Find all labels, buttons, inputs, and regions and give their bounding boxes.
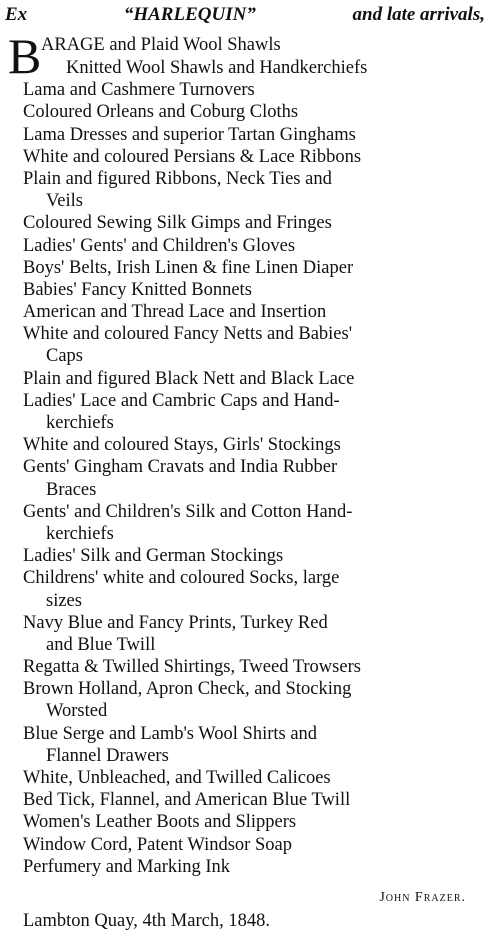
item-line: Ladies' Silk and German Stockings	[23, 546, 284, 567]
list-item	[0, 368, 488, 390]
item-line: Gents' and Children's Silk and Cotton Hand-	[23, 501, 353, 522]
list-item	[0, 567, 488, 611]
advert-header	[5, 4, 485, 26]
list-item	[0, 545, 488, 567]
drop-cap: B	[8, 28, 42, 84]
item-line: Ladies' Gents' and Children's Gloves	[23, 235, 296, 256]
item-continuation-line: sizes	[46, 590, 82, 611]
item-line: Plain and figured Ribbons, Neck Ties and	[23, 168, 332, 189]
list-item	[0, 501, 488, 545]
list-item	[0, 856, 488, 878]
list-item	[0, 811, 488, 833]
list-item	[0, 767, 488, 789]
list-item	[0, 789, 488, 811]
item-line: Regatta & Twilled Shirtings, Tweed Trowsers	[23, 657, 361, 678]
list-item	[0, 323, 488, 367]
list-item	[0, 124, 488, 146]
item-continuation-line: kerchiefs	[46, 413, 114, 433]
item-line: Navy Blue and Fancy Prints, Turkey Red	[23, 612, 328, 633]
item-list	[0, 57, 488, 878]
item-continuation-line: Worsted	[46, 701, 108, 722]
list-item	[0, 301, 488, 323]
item-line: Gents' Gingham Cravats and India Rubber	[23, 457, 338, 478]
list-item	[0, 212, 488, 234]
list-item	[0, 456, 488, 500]
item-line: Knitted Wool Shawls and Handkerchiefs	[66, 58, 368, 78]
item-continuation-line: Caps	[46, 346, 83, 367]
item-line: Brown Holland, Apron Check, and Stocking	[23, 679, 352, 700]
list-item	[0, 235, 488, 257]
list-item	[0, 79, 488, 101]
item-line: Babies' Fancy Knitted Bonnets	[23, 279, 252, 300]
list-item	[0, 57, 488, 79]
list-item	[0, 434, 488, 456]
item-line: White, Unbleached, and Twilled Calicoes	[23, 768, 331, 788]
list-item	[0, 612, 488, 656]
item-line: White and coloured Stays, Girls' Stockings	[23, 435, 341, 456]
item-continuation-line: Braces	[46, 479, 97, 500]
item-line: Women's Leather Boots and Slippers	[23, 812, 297, 833]
item-line: Plain and figured Black Nett and Black Lace	[23, 368, 355, 389]
item-line: Ladies' Lace and Cambric Caps and Hand-	[23, 390, 340, 411]
item-line: American and Thread Lace and Insertion	[23, 302, 327, 323]
item-line: Window Cord, Patent Windsor Soap	[23, 834, 292, 855]
list-item	[0, 257, 488, 279]
item-line: Bed Tick, Flannel, and American Blue Twill	[23, 790, 351, 811]
header-suffix: and late arrivals,	[352, 4, 485, 25]
item-continuation-line: Flannel Drawers	[46, 745, 169, 766]
dateline: Lambton Quay, 4th March, 1848.	[23, 911, 270, 931]
item-line: Coloured Sewing Silk Gimps and Fringes	[23, 213, 332, 234]
first-item-line: ARAGE and Plaid Wool Shawls	[41, 35, 281, 55]
list-item	[0, 834, 488, 856]
list-item	[0, 279, 488, 301]
ship-name: “HARLEQUIN”	[123, 4, 256, 25]
item-line: Boys' Belts, Irish Linen & fine Linen Diaper	[23, 257, 354, 278]
item-line: Perfumery and Marking Ink	[23, 856, 231, 877]
item-continuation-line: Veils	[46, 191, 83, 212]
list-item	[0, 146, 488, 168]
list-item	[0, 101, 488, 123]
list-item	[0, 168, 488, 212]
list-item	[0, 678, 488, 722]
merchant-signature: John Frazer.	[379, 890, 466, 905]
item-line: Coloured Orleans and Coburg Cloths	[23, 102, 299, 123]
item-line: Childrens' white and coloured Socks, large	[23, 568, 340, 589]
list-item	[0, 723, 488, 767]
item-line: Blue Serge and Lamb's Wool Shirts and	[23, 723, 318, 744]
item-line: Lama Dresses and superior Tartan Ginghams	[23, 124, 356, 145]
item-continuation-line: kerchiefs	[46, 523, 114, 544]
list-item	[0, 656, 488, 678]
item-continuation-line: and Blue Twill	[46, 634, 156, 655]
item-line: White and coloured Fancy Netts and Babies'	[23, 324, 353, 345]
item-line: Lama and Cashmere Turnovers	[23, 80, 255, 101]
ship-prefix: Ex	[5, 4, 28, 25]
list-item	[0, 390, 488, 434]
item-line: White and coloured Persians & Lace Ribbons	[23, 146, 362, 167]
